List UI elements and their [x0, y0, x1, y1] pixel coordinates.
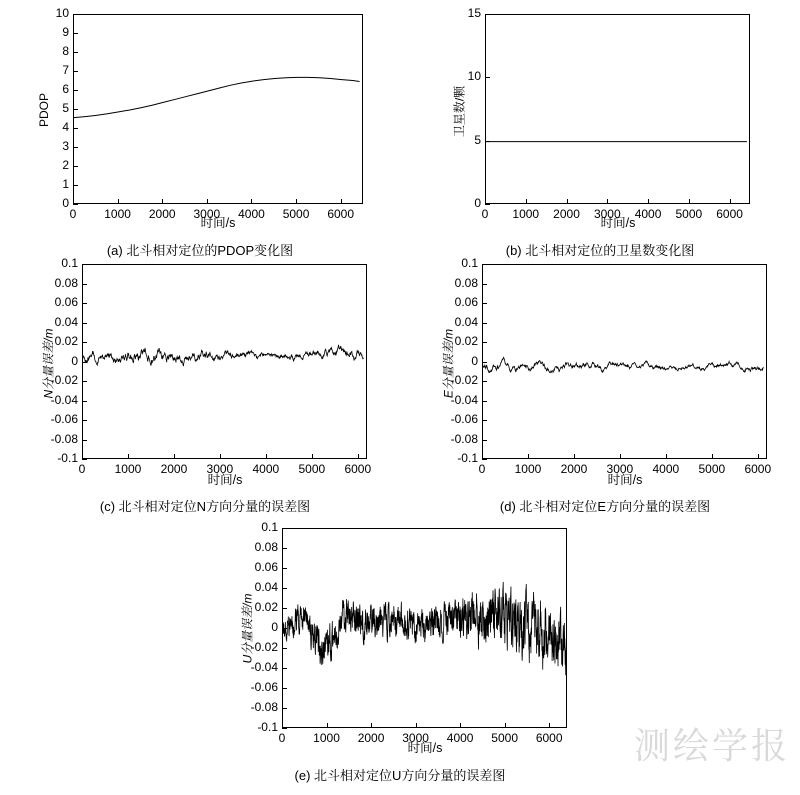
- x-tick: [505, 723, 506, 728]
- axes-north-error: [82, 264, 367, 459]
- y-tick-label: 9: [62, 25, 69, 39]
- x-tick-label: 0: [69, 207, 77, 221]
- y-tick: [82, 401, 87, 402]
- x-tick-label: 0: [278, 731, 286, 745]
- x-tick-label: 6000: [535, 731, 563, 745]
- y-tick: [482, 342, 487, 343]
- y-tick: [482, 459, 487, 460]
- x-tick-label: 3000: [193, 207, 221, 221]
- x-tick-label: 4000: [252, 462, 280, 476]
- y-tick: [82, 323, 87, 324]
- x-tick: [174, 454, 175, 459]
- x-tick: [758, 454, 759, 459]
- y-tick: [482, 362, 487, 363]
- x-tick-label: 4000: [652, 462, 680, 476]
- y-tick-label: 0.04: [54, 314, 78, 329]
- x-tick-label: 1000: [104, 207, 131, 221]
- xlabel-pdop: 时间/s: [200, 216, 236, 230]
- y-tick-label: -0.04: [250, 660, 278, 674]
- x-tick: [371, 723, 372, 728]
- x-tick-label: 2000: [357, 731, 385, 745]
- y-tick: [282, 588, 287, 589]
- x-tick-label: 6000: [716, 207, 743, 221]
- x-tick: [128, 454, 129, 459]
- x-tick: [266, 454, 267, 459]
- y-tick: [73, 90, 78, 91]
- y-tick-label: 7: [62, 63, 69, 77]
- caption-east-error: (d) 北斗相对定位E方向分量的误差图: [499, 499, 711, 514]
- x-tick: [712, 454, 713, 459]
- plot-area-satellites: [420, 6, 780, 230]
- x-tick-label: 2000: [160, 462, 188, 476]
- x-tick: [358, 454, 359, 459]
- y-tick-label: 4: [62, 120, 69, 134]
- y-tick: [82, 284, 87, 285]
- y-tick-label: 0.08: [254, 540, 278, 554]
- x-tick-label: 6000: [744, 462, 772, 476]
- x-tick-label: 0: [78, 462, 86, 476]
- y-tick: [482, 284, 487, 285]
- y-tick: [73, 204, 78, 205]
- x-tick: [574, 454, 575, 459]
- x-tick-label: 4000: [446, 731, 474, 745]
- x-tick-label: 2000: [553, 207, 580, 221]
- y-tick-label: -0.02: [450, 373, 478, 387]
- y-tick: [73, 109, 78, 110]
- y-tick-label: 0: [271, 620, 278, 634]
- x-tick: [689, 199, 690, 204]
- y-tick-label: 8: [62, 44, 69, 58]
- y-tick: [485, 141, 490, 142]
- x-tick: [162, 199, 163, 204]
- y-tick-label: -0.08: [250, 700, 278, 714]
- caption-satellites: (b) 北斗相对定位的卫星数变化图: [505, 243, 695, 258]
- y-tick-label: 0.1: [261, 520, 278, 534]
- x-tick-label: 1000: [512, 207, 540, 221]
- y-tick-label: 0.02: [54, 334, 78, 348]
- y-tick-label: -0.06: [250, 680, 278, 694]
- x-tick-label: 2000: [560, 462, 588, 476]
- y-tick-label: 10: [55, 6, 69, 20]
- y-tick-label: 0: [474, 196, 481, 210]
- watermark: 测绘学报: [633, 726, 790, 766]
- ylabel-north-error: N分量误差/m: [41, 328, 56, 399]
- y-tick-label: 0.04: [254, 580, 278, 594]
- y-tick-label: -0.1: [457, 451, 478, 465]
- x-tick-label: 2000: [148, 207, 176, 221]
- y-tick: [73, 147, 78, 148]
- y-tick: [482, 420, 487, 421]
- x-tick-label: 1000: [114, 462, 142, 476]
- ylabel-up-error: U分量误差/m: [240, 593, 255, 664]
- y-tick: [282, 668, 287, 669]
- y-tick-label: -0.1: [257, 720, 278, 734]
- x-tick: [296, 199, 297, 204]
- y-tick-label: 0.02: [454, 334, 478, 348]
- y-tick: [73, 33, 78, 34]
- y-tick-label: 2: [62, 158, 69, 172]
- x-tick: [207, 199, 208, 204]
- x-tick: [416, 723, 417, 728]
- x-tick: [666, 454, 667, 459]
- y-tick-label: 0.08: [454, 275, 478, 290]
- y-tick-label: 0.06: [454, 295, 478, 309]
- y-tick: [482, 401, 487, 402]
- x-tick: [327, 723, 328, 728]
- y-tick: [73, 185, 78, 186]
- axes-satellites: [485, 14, 750, 204]
- y-tick-label: -0.06: [50, 412, 78, 426]
- plot-area-up-error: [220, 520, 580, 755]
- y-tick: [73, 166, 78, 167]
- x-tick: [607, 199, 608, 204]
- y-tick: [482, 323, 487, 324]
- xlabel-east-error: 时间/s: [607, 473, 643, 487]
- y-tick-label: -0.02: [50, 373, 78, 387]
- x-tick: [220, 454, 221, 459]
- axes-up-error: [282, 528, 567, 728]
- y-tick: [82, 440, 87, 441]
- axes-pdop: [73, 14, 363, 204]
- x-tick-label: 1000: [514, 462, 542, 476]
- y-tick: [485, 204, 490, 205]
- plot-area-east-error: [420, 256, 780, 487]
- x-tick-label: 5000: [282, 207, 310, 221]
- y-tick: [73, 14, 78, 15]
- plot-area-pdop: [20, 6, 380, 230]
- x-tick: [526, 199, 527, 204]
- ylabel-east-error: E分量误差/m: [441, 328, 456, 399]
- y-tick-label: -0.08: [50, 431, 78, 446]
- xlabel-satellites: 时间/s: [600, 216, 636, 230]
- y-tick-label: -0.04: [50, 392, 78, 407]
- figure-north-error: [20, 258, 380, 513]
- y-tick-label: 0.1: [61, 256, 78, 270]
- y-tick: [73, 71, 78, 72]
- y-tick: [82, 303, 87, 304]
- x-tick: [567, 199, 568, 204]
- y-tick: [82, 381, 87, 382]
- y-tick: [73, 128, 78, 129]
- y-tick: [82, 362, 87, 363]
- y-tick-label: 0.1: [461, 256, 478, 270]
- x-tick-label: 0: [478, 462, 486, 476]
- y-tick-label: 0: [471, 353, 478, 368]
- x-tick: [341, 199, 342, 204]
- figure-up-error: [220, 520, 580, 790]
- series-up-error: [283, 529, 567, 728]
- x-tick-label: 1000: [313, 731, 340, 745]
- x-tick-label: 4000: [238, 207, 265, 221]
- y-tick-label: -0.06: [450, 412, 478, 426]
- y-tick-label: 0: [62, 196, 69, 210]
- y-tick-label: 15: [467, 6, 481, 20]
- y-tick: [282, 548, 287, 549]
- x-tick-label: 5000: [698, 462, 726, 476]
- y-tick-label: 5: [474, 132, 481, 147]
- ylabel-satellites: 卫星数/颗: [452, 85, 467, 138]
- figure-satellites: [420, 8, 780, 258]
- y-tick: [282, 728, 287, 729]
- y-tick-label: 0.06: [254, 560, 278, 574]
- y-tick: [282, 688, 287, 689]
- x-tick-label: 6000: [344, 462, 372, 476]
- y-tick: [73, 52, 78, 53]
- y-tick-label: 0.06: [54, 295, 78, 309]
- y-tick-label: -0.08: [450, 431, 478, 446]
- y-tick: [482, 303, 487, 304]
- x-tick-label: 3000: [206, 462, 234, 476]
- y-tick-label: 0.04: [454, 314, 478, 329]
- y-tick: [485, 77, 490, 78]
- caption-pdop: (a) 北斗相对定位的PDOP变化图: [106, 243, 294, 258]
- y-tick: [485, 14, 490, 15]
- x-tick: [312, 454, 313, 459]
- y-tick: [82, 264, 87, 265]
- y-tick: [82, 459, 87, 460]
- caption-up-error: (e) 北斗相对定位U方向分量的误差图: [294, 768, 506, 783]
- y-tick-label: 5: [62, 101, 69, 115]
- x-tick-label: 3000: [402, 731, 429, 745]
- x-tick: [118, 199, 119, 204]
- x-tick-label: 5000: [675, 207, 703, 221]
- y-tick: [482, 440, 487, 441]
- x-tick: [460, 723, 461, 728]
- y-tick-label: 10: [467, 69, 481, 84]
- y-tick: [482, 381, 487, 382]
- y-tick: [282, 608, 287, 609]
- x-tick-label: 0: [481, 207, 489, 221]
- figure-east-error: [420, 258, 780, 513]
- series-north-error: [83, 265, 367, 459]
- x-tick: [648, 199, 649, 204]
- x-tick: [549, 723, 550, 728]
- x-tick-label: 3000: [606, 462, 634, 476]
- figure-pdop: [20, 8, 380, 258]
- xlabel-up-error: 时间/s: [407, 741, 443, 755]
- axes-east-error: [482, 264, 767, 459]
- y-tick-label: 0.08: [54, 275, 78, 290]
- y-tick-label: 6: [62, 82, 69, 96]
- x-tick-label: 6000: [327, 207, 355, 221]
- x-tick: [730, 199, 731, 204]
- y-tick-label: 0: [71, 353, 78, 368]
- y-tick: [282, 628, 287, 629]
- y-tick-label: -0.04: [450, 392, 478, 407]
- caption-north-error: (c) 北斗相对定位N方向分量的误差图: [99, 499, 311, 514]
- x-tick-label: 5000: [298, 462, 326, 476]
- xlabel-north-error: 时间/s: [207, 473, 243, 487]
- y-tick-label: -0.02: [250, 640, 278, 654]
- x-tick: [528, 454, 529, 459]
- y-tick: [82, 342, 87, 343]
- plot-area-north-error: [20, 256, 380, 487]
- y-tick-label: -0.1: [57, 451, 78, 465]
- x-tick-label: 5000: [491, 731, 518, 745]
- y-tick: [282, 568, 287, 569]
- y-tick: [482, 264, 487, 265]
- y-tick: [282, 708, 287, 709]
- series-east-error: [483, 265, 767, 459]
- y-tick: [282, 648, 287, 649]
- x-tick-label: 3000: [593, 207, 621, 221]
- y-tick: [282, 528, 287, 529]
- y-tick-label: 1: [62, 177, 69, 191]
- y-tick-label: 0.02: [254, 600, 278, 614]
- y-tick: [82, 420, 87, 421]
- x-tick: [251, 199, 252, 204]
- x-tick: [620, 454, 621, 459]
- x-tick-label: 4000: [634, 207, 662, 221]
- ylabel-pdop: PDOP: [37, 93, 51, 128]
- series-pdop: [74, 15, 363, 204]
- series-satellites: [486, 15, 750, 204]
- y-tick-label: 3: [62, 139, 69, 153]
